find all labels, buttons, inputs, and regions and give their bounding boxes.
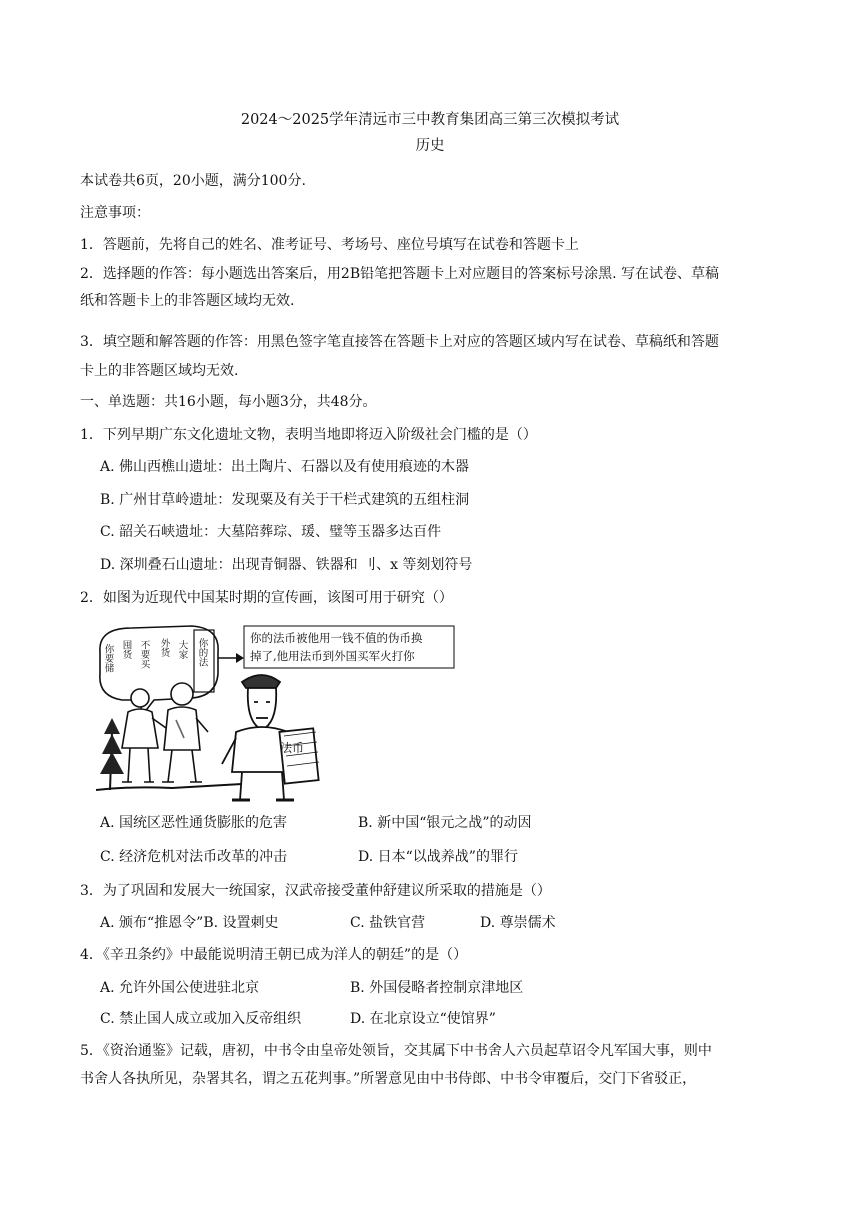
section-heading: 一、单选题：共16小题，每小题3分，共48分。 bbox=[80, 394, 377, 410]
money-stack bbox=[279, 728, 318, 783]
bubble-col-3: 不要买 bbox=[138, 640, 150, 669]
question-4-option-c: C. 禁止国人成立或加入反帝组织 bbox=[100, 1011, 302, 1027]
question-2-stem: 2．如图为近现代中国某时期的宣传画，该图可用于研究（） bbox=[80, 590, 453, 606]
note-1: 1．答题前，先将自己的姓名、准考证号、考场号、座位号填写在试卷和答题卡上 bbox=[80, 237, 579, 253]
question-1-option-d: D. 深圳叠石山遗址：出现青铜器、铁器和 刂、x 等刻划符号 bbox=[100, 557, 473, 573]
question-3-option-ab: A. 颁布“推恩令”B. 设置刺史 bbox=[100, 915, 279, 931]
question-4-option-a: A. 允许外国公使进驻北京 bbox=[100, 980, 260, 996]
note-3-cont: 卡上的非答题区域均无效. bbox=[80, 363, 239, 379]
question-4-option-d: D. 在北京设立“使馆界” bbox=[350, 1011, 496, 1027]
arrow-head-icon bbox=[236, 653, 244, 663]
question-2-option-b: B. 新中国“银元之战”的动因 bbox=[358, 815, 532, 831]
question-2-option-d: D. 日本“以战养战”的罪行 bbox=[358, 849, 518, 865]
question-1-option-c: C. 韶关石峡遗址：大墓陪葬琮、瑗、璧等玉器多达百件 bbox=[100, 524, 442, 540]
question-2-option-a: A. 国统区恶性通货膨胀的危害 bbox=[100, 815, 288, 831]
question-3-stem: 3．为了巩固和发展大一统国家，汉武帝接受董仲舒建议所采取的措施是（） bbox=[80, 883, 551, 899]
bubble-col-6: 你的法 bbox=[196, 638, 208, 667]
bubble-col-2: 囤货 bbox=[120, 640, 132, 659]
exam-scope: 本试卷共6页，20小题，满分100分. bbox=[80, 173, 306, 189]
notice-heading: 注意事项： bbox=[80, 205, 150, 221]
question-1-option-a: A. 佛山西樵山遗址：出土陶片、石器以及有使用痕迹的木器 bbox=[100, 459, 470, 475]
question-1-stem: 1．下列早期广东文化遗址文物，表明当地即将迈入阶级社会门槛的是（） bbox=[80, 427, 537, 443]
question-5-line-1: 5．《资治通鉴》记载，唐初，中书令由皇帝处领旨，交其属下中书舍人六员起草诏令凡军国大事，则中 bbox=[80, 1043, 712, 1059]
propaganda-cartoon bbox=[92, 622, 458, 806]
question-4-option-b: B. 外国侵略者控制京津地区 bbox=[350, 980, 524, 996]
tree-drawing bbox=[100, 718, 124, 790]
question-1-option-b: B. 广州甘草岭遗址：发现粟及有关于干栏式建筑的五组柱洞 bbox=[100, 492, 470, 508]
money-bag-label: 法币 bbox=[280, 741, 305, 755]
question-4-stem: 4．《辛丑条约》中最能说明清王朝已成为洋人的朝廷”的是（） bbox=[80, 947, 468, 963]
caption-line-1: 你的法币被他用一钱不值的伪币换 bbox=[250, 631, 423, 645]
note-2: 2．选择题的作答：每小题选出答案后，用2B铅笔把答题卡上对应题目的答案标号涂黑. 写在试卷、草稿 bbox=[80, 266, 720, 282]
soldier-figure bbox=[222, 675, 319, 800]
ground-line bbox=[96, 784, 242, 790]
woman-figure bbox=[122, 689, 166, 782]
exam-title: 2024～2025学年清远市三中教育集团高三第三次模拟考试 bbox=[240, 112, 620, 128]
bubble-col-5: 大家 bbox=[176, 640, 188, 659]
question-2-option-c: C. 经济危机对法币改革的冲击 bbox=[100, 849, 288, 865]
note-2-cont: 纸和答题卡上的非答题区域均无效. bbox=[80, 293, 295, 309]
caption-line-2: 掉了,他用法币到外国买军火打你 bbox=[250, 649, 415, 663]
question-3-option-c: C. 盐铁官营 bbox=[350, 915, 426, 931]
subject-title: 历史 bbox=[415, 138, 445, 154]
note-3: 3．填空题和解答题的作答：用黑色签字笔直接答在答题卡上对应的答题区域内写在试卷、草稿纸和答题 bbox=[80, 334, 719, 350]
bubble-col-4: 外货 bbox=[158, 638, 170, 657]
question-5-line-2: 书舍人各执所见，杂署其名，谓之五花判事。”所署意见由中书侍郎、中书令审覆后，交门下省驳正， bbox=[80, 1071, 697, 1087]
question-3-option-d: D. 尊崇儒术 bbox=[480, 915, 556, 931]
bubble-col-1: 你要储 bbox=[102, 644, 114, 673]
